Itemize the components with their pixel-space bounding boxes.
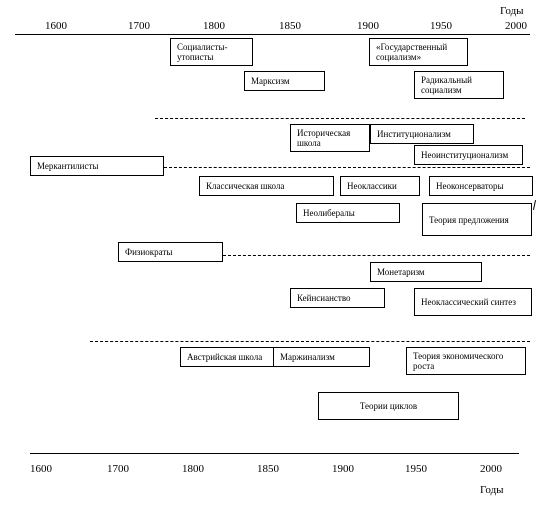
axis-year-1800-bottom: 1800	[182, 463, 204, 475]
box-cycle-theories: Теории циклов	[318, 392, 459, 420]
box-supply-theory: Теория предложения	[422, 203, 532, 236]
axis-year-2000-bottom: 2000	[480, 463, 502, 475]
box-neoclassical-synthesis: Неоклассический синтез	[414, 288, 532, 316]
box-classical-school: Классическая школа	[199, 176, 334, 196]
axis-year-1600-bottom: 1600	[30, 463, 52, 475]
box-utopian-socialists: Социалисты-утописты	[170, 38, 253, 66]
box-historical-school: Историческая школа	[290, 124, 370, 152]
separator-dashed-2	[164, 167, 530, 168]
box-marxism: Марксизм	[244, 71, 325, 91]
box-growth-theory: Теория экономического роста	[406, 347, 526, 375]
axis-year-1800-top: 1800	[203, 20, 225, 32]
box-physiocrats: Физиократы	[118, 242, 223, 262]
axis-year-1600-top: 1600	[45, 20, 67, 32]
axis-unit-label-bottom: Годы	[480, 484, 504, 496]
separator-dashed-4	[90, 341, 530, 342]
axis-year-2000-top: 2000	[505, 20, 527, 32]
axis-year-1700-top: 1700	[128, 20, 150, 32]
axis-year-1900-bottom: 1900	[332, 463, 354, 475]
axis-year-1850-bottom: 1850	[257, 463, 279, 475]
separator-dashed-1	[155, 118, 525, 119]
axis-year-1700-bottom: 1700	[107, 463, 129, 475]
bottom-axis-line	[30, 453, 519, 454]
box-neoliberals: Неолибералы	[296, 203, 400, 223]
box-mercantilists: Меркантилисты	[30, 156, 164, 176]
box-monetarism: Монетаризм	[370, 262, 482, 282]
box-state-socialism: «Государственный социализм»	[369, 38, 468, 66]
box-neoclassics: Неоклассики	[340, 176, 420, 196]
box-marginalism: Маржинализм	[273, 347, 370, 367]
axis-year-1950-top: 1950	[430, 20, 452, 32]
box-austrian-school: Австрийская школа	[180, 347, 274, 367]
axis-year-1950-bottom: 1950	[405, 463, 427, 475]
supply-theory-tick	[533, 200, 536, 210]
box-radical-socialism: Радикальный социализм	[414, 71, 504, 99]
axis-year-1850-top: 1850	[279, 20, 301, 32]
box-neoconservatives: Неоконсерваторы	[429, 176, 533, 196]
axis-unit-label-top: Годы	[500, 5, 524, 17]
box-institutionalism: Институционализм	[370, 124, 474, 144]
axis-year-1900-top: 1900	[357, 20, 379, 32]
box-neo-institutionalism: Неоинституционализм	[414, 145, 523, 165]
top-axis-line	[15, 34, 530, 35]
box-keynesianism: Кейнсианство	[290, 288, 385, 308]
separator-dashed-3	[223, 255, 530, 256]
